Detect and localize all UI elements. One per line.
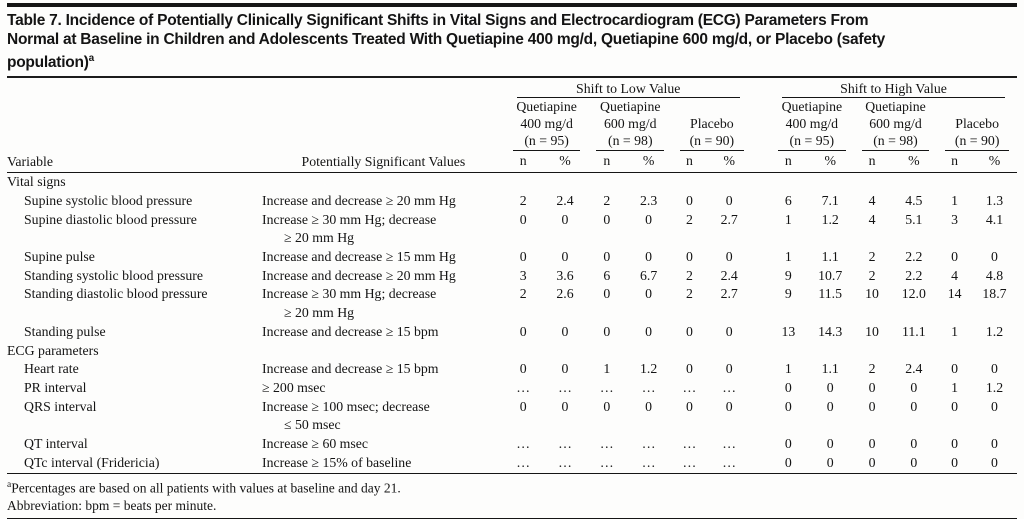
value-cell: 0	[991, 361, 998, 377]
title-line-1: Table 7. Incidence of Potentially Clinically Significant Shifts in Vital Signs and Electrocardiogram (ECG) Parameters From	[7, 12, 869, 29]
value-cell: 0	[725, 323, 733, 339]
table-row	[7, 379, 1017, 398]
value-cell: 2	[519, 192, 527, 208]
subcol-header-pct: %	[542, 151, 589, 173]
value-cell: 13	[781, 323, 796, 339]
value-cell: 0	[685, 249, 693, 265]
variable-cell: Standing diastolic blood pressure	[24, 286, 208, 302]
value-cell: 4	[951, 267, 959, 283]
criteria-text: Increase and decrease ≥ 20 mm Hg	[262, 192, 456, 208]
value-cell: …	[641, 436, 656, 452]
group-header-line: (n = 95)	[789, 133, 835, 149]
table-header	[7, 78, 1017, 173]
spacer-cell	[752, 267, 770, 286]
value-cell: 0	[561, 323, 569, 339]
table-body	[7, 173, 1017, 473]
criteria-text: Increase and decrease ≥ 20 mm Hg	[262, 267, 456, 283]
subcol-header-pct: %	[707, 151, 752, 173]
value-cell: 14.3	[818, 323, 843, 339]
value-cell: 0	[991, 249, 998, 265]
table-row	[7, 285, 1017, 322]
footnote-abbreviation: Abbreviation: bpm = beats per minute.	[7, 497, 217, 513]
value-cell: 1	[603, 361, 611, 377]
value-cell: 4	[868, 192, 876, 208]
table-row	[7, 398, 1017, 435]
value-cell: 1.1	[821, 361, 839, 377]
group-header-line: Placebo	[955, 115, 999, 131]
value-cell: 1.2	[821, 211, 839, 227]
variable-cell: Heart rate	[24, 361, 79, 377]
value-cell: 10	[865, 286, 879, 302]
column-header-variable: Variable	[7, 78, 262, 173]
table-row	[7, 454, 1017, 473]
value-cell: 1.2	[985, 380, 1004, 395]
value-cell: 3	[951, 211, 959, 227]
value-cell: 10.7	[818, 267, 843, 283]
title-line-2: Normal at Baseline in Children and Adolescents Treated With Quetiapine 400 mg/d, Quetiapine 600 mg/d, or Placebo (safety	[7, 31, 885, 48]
group-header-1	[588, 98, 672, 152]
group-header-2	[672, 98, 752, 152]
criteria-cell	[262, 248, 505, 267]
value-cell: 2	[868, 361, 876, 377]
group-header-0	[505, 98, 589, 152]
value-cell: 0	[826, 380, 834, 395]
subcol-header-n: n	[588, 151, 625, 173]
table-row	[7, 211, 1017, 248]
value-cell: 0	[519, 361, 527, 377]
value-cell: 1	[951, 192, 959, 208]
group-header-line: 400 mg/d	[785, 115, 839, 131]
value-cell: 2.7	[720, 286, 738, 302]
table-figure	[0, 3, 1024, 519]
table-row	[7, 435, 1017, 454]
criteria-cell	[262, 192, 505, 211]
criteria-cell	[262, 398, 505, 435]
value-cell: 0	[725, 192, 733, 208]
value-cell: 3.6	[556, 267, 574, 283]
value-cell: 9	[784, 267, 792, 283]
section-row	[7, 342, 1017, 361]
value-cell: 1	[784, 361, 792, 377]
value-cell: 2	[603, 192, 611, 208]
group-header-line: (n = 95)	[524, 133, 569, 149]
group-header-line: (n = 98)	[607, 133, 653, 149]
value-cell: 4.5	[905, 192, 923, 208]
criteria-text-line2: ≥ 20 mm Hg	[284, 230, 355, 246]
value-cell: 2	[685, 286, 693, 302]
group-header-line: Quetiapine	[781, 98, 843, 114]
value-cell: 12.0	[901, 286, 926, 302]
footnote-percentages: $^a$Percentages are based on all patients with values at baseline and day 21.	[7, 479, 401, 496]
value-cell: 0	[561, 398, 569, 414]
subcol-header-n: n	[505, 151, 542, 173]
group-header-line: 400 mg/d	[520, 115, 573, 131]
value-cell: 14	[947, 286, 962, 302]
value-cell: 2.4	[720, 267, 738, 283]
section-label: Vital signs	[7, 174, 66, 190]
value-cell: 6	[784, 192, 792, 208]
value-cell: 1.3	[985, 192, 1004, 208]
table-title	[7, 7, 1017, 76]
value-cell: 1	[784, 211, 792, 227]
value-cell: 0	[868, 398, 876, 414]
value-cell: 1.1	[821, 249, 839, 265]
variable-cell: QT interval	[24, 436, 88, 452]
value-cell: 2.4	[905, 361, 923, 377]
variable-cell: QTc interval (Fridericia)	[24, 454, 160, 470]
value-cell: 10	[865, 323, 879, 339]
spacer-column	[752, 78, 770, 173]
value-cell: 0	[951, 454, 959, 470]
value-cell: 0	[685, 398, 693, 414]
criteria-text-line2: ≤ 50 msec	[284, 417, 341, 433]
value-cell: 0	[951, 361, 959, 377]
value-cell: 2	[868, 267, 876, 283]
value-cell: 0	[725, 249, 733, 265]
value-cell: …	[641, 454, 656, 470]
value-cell: 2.4	[556, 192, 574, 208]
spanner-shift-to-low-label: Shift to Low Value	[517, 78, 740, 98]
value-cell: …	[516, 380, 531, 395]
subcol-header-n: n	[672, 151, 707, 173]
value-cell: 0	[603, 249, 611, 265]
value-cell: 18.7	[982, 286, 1007, 302]
criteria-text: Increase ≥ 30 mm Hg; decrease	[262, 211, 437, 227]
criteria-cell	[262, 360, 505, 379]
spacer-cell	[752, 398, 770, 435]
value-cell: 0	[685, 361, 693, 377]
value-cell: …	[599, 454, 614, 470]
value-cell: 0	[910, 436, 918, 452]
value-cell: 1.2	[985, 323, 1004, 339]
value-cell: …	[722, 436, 737, 452]
value-cell: …	[682, 436, 697, 452]
value-cell: 0	[951, 249, 959, 265]
value-cell: 2.2	[905, 267, 923, 283]
value-cell: 0	[991, 436, 998, 452]
value-cell: 0	[645, 286, 653, 302]
value-cell: …	[558, 436, 572, 452]
value-cell: 0	[603, 286, 611, 302]
spacer-cell	[752, 248, 770, 267]
subcol-header-pct: %	[625, 151, 672, 173]
value-cell: 1	[951, 380, 959, 395]
value-cell: 9	[784, 286, 792, 302]
spacer-cell	[752, 211, 770, 248]
group-header-line: (n = 90)	[689, 133, 735, 149]
spanner-shift-to-high-label: Shift to High Value	[782, 78, 1005, 98]
criteria-text: Increase and decrease ≥ 15 bpm	[262, 361, 439, 377]
variable-cell: Standing pulse	[24, 323, 106, 339]
footnote-marker: a	[7, 479, 12, 490]
value-cell: …	[599, 436, 614, 452]
group-header-line: Placebo	[690, 115, 734, 131]
value-cell: …	[558, 454, 572, 470]
value-cell: …	[516, 436, 531, 452]
group-header-line: Quetiapine	[516, 98, 577, 114]
criteria-cell	[262, 211, 505, 248]
value-cell: 0	[868, 454, 876, 470]
table-row	[7, 360, 1017, 379]
variable-cell: PR interval	[24, 380, 87, 395]
value-cell: 0	[951, 436, 959, 452]
value-cell: 0	[868, 436, 876, 452]
value-cell: 0	[991, 454, 998, 470]
value-cell: 0	[519, 249, 527, 265]
spacer-cell	[752, 192, 770, 211]
value-cell: 4.1	[985, 211, 1004, 227]
column-header-significant-values: Potentially Significant Values	[262, 78, 505, 173]
group-header-line: Quetiapine	[865, 98, 926, 114]
value-cell: 0	[725, 398, 733, 414]
criteria-text: Increase ≥ 15% of baseline	[262, 454, 412, 470]
spacer-cell	[752, 454, 770, 473]
group-header-line: Quetiapine	[599, 98, 661, 114]
spanner-shift-to-high	[770, 78, 1017, 98]
spacer-cell	[752, 360, 770, 379]
value-cell: 0	[910, 398, 918, 414]
spacer-cell	[752, 323, 770, 342]
value-cell: 0	[784, 436, 792, 452]
criteria-text: Increase and decrease ≥ 15 bpm	[262, 323, 439, 339]
value-cell: 0	[645, 249, 653, 265]
value-cell: 0	[519, 323, 527, 339]
criteria-cell	[262, 379, 505, 398]
spacer-cell	[752, 379, 770, 398]
value-cell: 0	[910, 380, 918, 395]
criteria-text-line2: ≥ 20 mm Hg	[284, 305, 355, 321]
header-row-spanners	[7, 78, 1017, 98]
group-header-5	[937, 98, 1017, 152]
value-cell: 2	[685, 267, 693, 283]
subcol-header-n: n	[937, 151, 972, 173]
variable-cell: Supine systolic blood pressure	[24, 192, 193, 208]
value-cell: 6.7	[639, 267, 658, 283]
value-cell: 0	[645, 398, 653, 414]
value-cell: 2.6	[556, 286, 574, 302]
value-cell: 0	[603, 211, 611, 227]
value-cell: …	[722, 380, 737, 395]
criteria-cell	[262, 285, 505, 322]
value-cell: 0	[951, 398, 959, 414]
value-cell: 0	[826, 454, 834, 470]
table-row	[7, 323, 1017, 342]
group-header-line: 600 mg/d	[604, 115, 657, 131]
value-cell: 0	[645, 323, 653, 339]
value-cell: 0	[826, 436, 834, 452]
subcol-header-n: n	[854, 151, 891, 173]
value-cell: 1	[784, 249, 792, 265]
section-row	[7, 173, 1017, 192]
value-cell: 0	[603, 398, 611, 414]
value-cell: …	[599, 380, 614, 395]
value-cell: 11.1	[902, 323, 926, 339]
table-footnotes	[7, 474, 1017, 519]
value-cell: 2.3	[639, 192, 658, 208]
variable-cell: Supine pulse	[24, 249, 95, 265]
variable-cell: Standing systolic blood pressure	[24, 267, 203, 283]
subcol-header-pct: %	[890, 151, 937, 173]
subcol-header-pct: %	[972, 151, 1017, 173]
value-cell: 0	[910, 454, 918, 470]
value-cell: 0	[519, 211, 527, 227]
value-cell: 6	[603, 267, 611, 283]
title-footnote-marker: a	[88, 53, 94, 64]
value-cell: 5.1	[905, 211, 923, 227]
variable-cell: QRS interval	[24, 398, 97, 414]
spacer-cell	[752, 435, 770, 454]
value-cell: 0	[561, 361, 569, 377]
value-cell: 1.2	[639, 361, 658, 377]
value-cell: …	[558, 380, 572, 395]
value-cell: 2	[519, 286, 527, 302]
group-header-line: (n = 98)	[873, 133, 918, 149]
value-cell: 3	[519, 267, 527, 283]
value-cell: …	[516, 454, 531, 470]
value-cell: 0	[645, 211, 653, 227]
criteria-text: Increase and decrease ≥ 15 mm Hg	[262, 249, 456, 265]
value-cell: 0	[784, 454, 792, 470]
value-cell: 2	[685, 211, 693, 227]
group-header-line: (n = 90)	[954, 133, 1000, 149]
value-cell: 0	[991, 398, 998, 414]
criteria-text: ≥ 200 msec	[262, 380, 326, 395]
value-cell: 2.2	[905, 249, 923, 265]
value-cell: 0	[784, 398, 792, 414]
criteria-text: Increase ≥ 100 msec; decrease	[262, 398, 430, 414]
value-cell: 0	[784, 380, 792, 395]
value-cell: …	[641, 380, 656, 395]
spacer-cell	[752, 285, 770, 322]
group-header-line: 600 mg/d	[869, 115, 922, 131]
value-cell: 0	[561, 211, 569, 227]
criteria-cell	[262, 454, 505, 473]
value-cell: 2.7	[720, 211, 738, 227]
data-table	[7, 78, 1017, 474]
group-header-3	[770, 98, 854, 152]
value-cell: 0	[519, 398, 527, 414]
title-line-3: population)$^a$	[7, 53, 94, 72]
value-cell: 0	[685, 192, 693, 208]
spanner-shift-to-low	[505, 78, 752, 98]
value-cell: 0	[826, 398, 834, 414]
criteria-cell	[262, 267, 505, 286]
group-header-4	[854, 98, 938, 152]
table-row	[7, 267, 1017, 286]
value-cell: 2	[868, 249, 876, 265]
criteria-text: Increase ≥ 30 mm Hg; decrease	[262, 286, 437, 302]
subcol-header-n: n	[770, 151, 807, 173]
criteria-text: Increase ≥ 60 msec	[262, 436, 369, 452]
table-row	[7, 248, 1017, 267]
value-cell: 1	[951, 323, 959, 339]
section-label: ECG parameters	[7, 342, 99, 358]
criteria-cell	[262, 435, 505, 454]
value-cell: …	[682, 454, 697, 470]
value-cell: 0	[868, 380, 876, 395]
value-cell: 0	[685, 323, 693, 339]
value-cell: …	[722, 454, 737, 470]
value-cell: …	[682, 380, 697, 395]
value-cell: 4	[868, 211, 876, 227]
value-cell: 0	[725, 361, 733, 377]
value-cell: 0	[603, 323, 611, 339]
value-cell: 4.8	[985, 267, 1004, 283]
criteria-cell	[262, 323, 505, 342]
value-cell: 7.1	[821, 192, 839, 208]
table-row	[7, 192, 1017, 211]
value-cell: 0	[561, 249, 569, 265]
variable-cell: Supine diastolic blood pressure	[24, 211, 197, 227]
value-cell: 11.5	[818, 286, 843, 302]
subcol-header-pct: %	[807, 151, 854, 173]
